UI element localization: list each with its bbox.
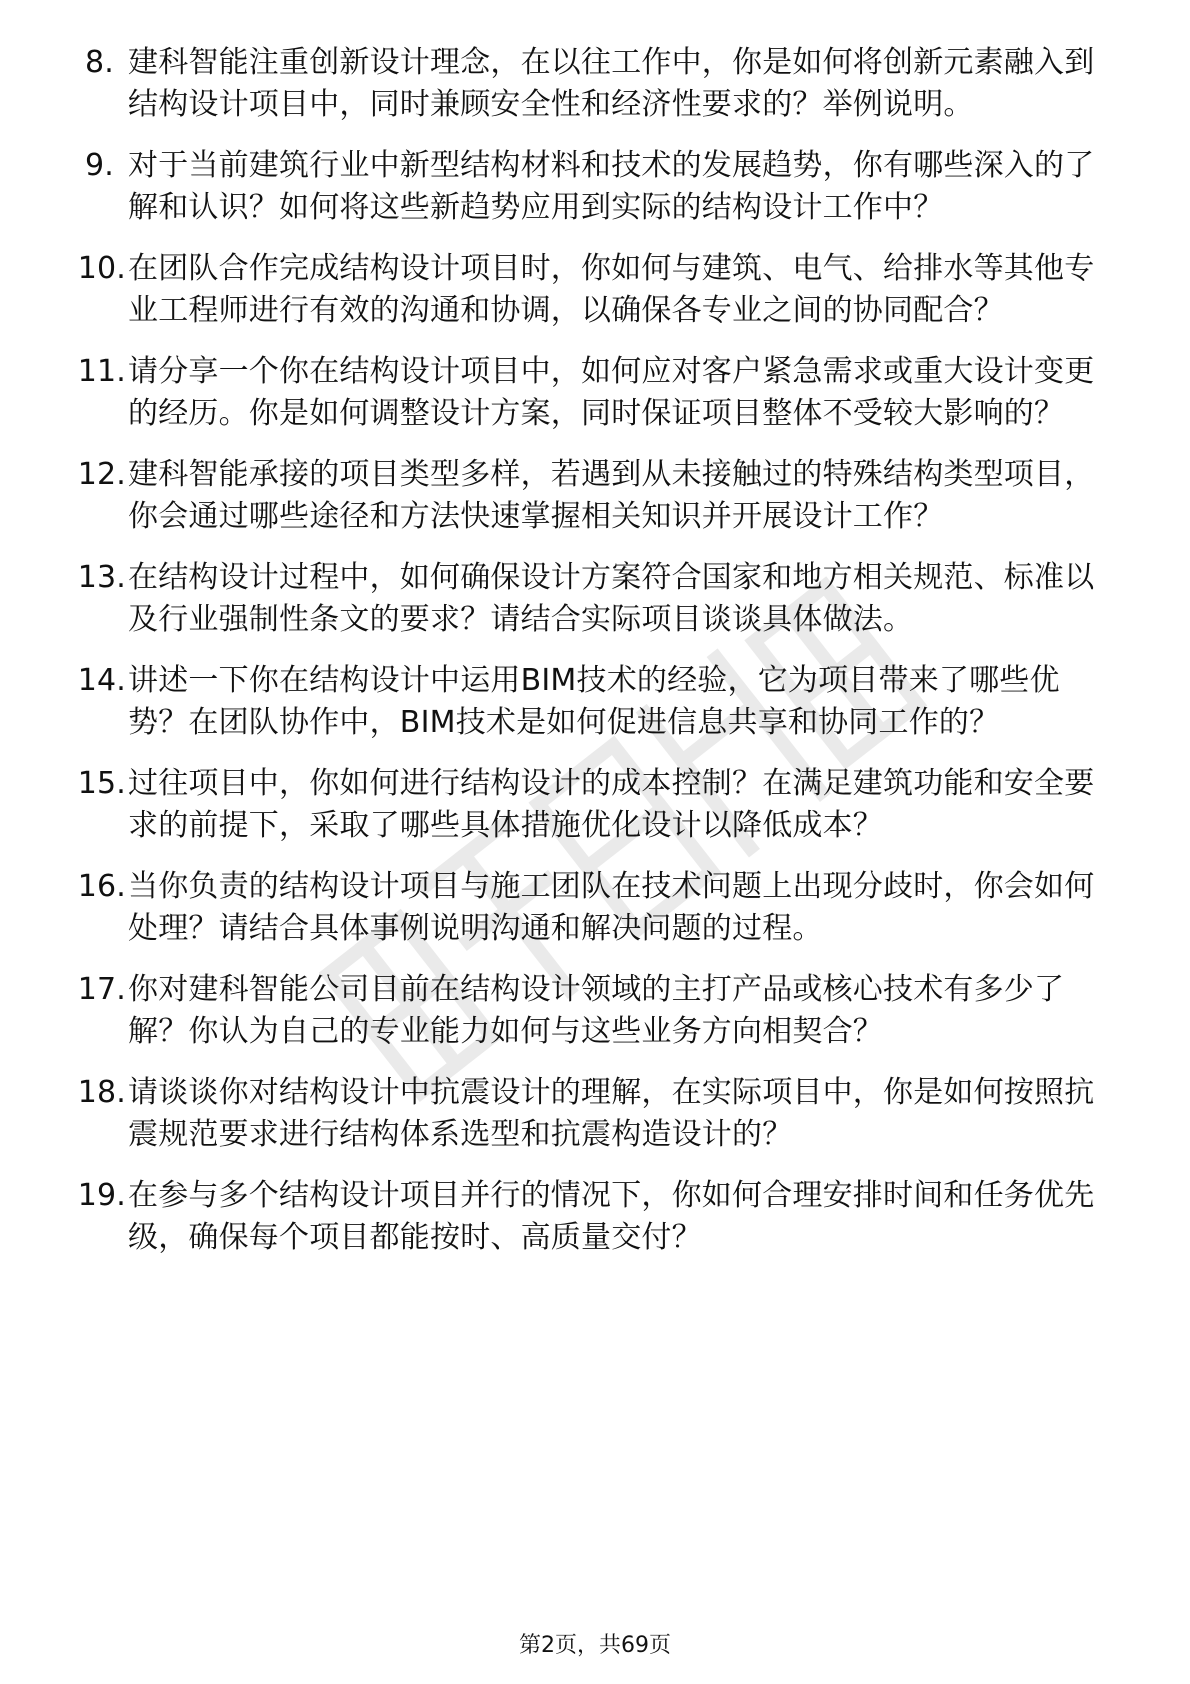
question-item <box>70 248 1120 332</box>
question-item <box>70 351 1120 435</box>
question-text: 讲述一下你在结构设计中运用BIM技术的经验，它为项目带来了哪些优势？在团队协作中，BIM技术是如何促进信息共享和协同工作的？ <box>128 663 1060 740</box>
question-number: 17. <box>77 972 126 1007</box>
question-text: 在结构设计过程中，如何确保设计方案符合国家和地方相关规范、标准以及行业强制性条文的要求？请结合实际项目谈谈具体做法。 <box>128 560 1095 637</box>
question-text: 当你负责的结构设计项目与施工团队在技术问题上出现分歧时，你会如何处理？请结合具体事例说明沟通和解决问题的过程。 <box>128 869 1095 946</box>
question-item <box>70 763 1120 847</box>
question-item <box>70 866 1120 950</box>
question-list <box>70 42 1120 1278</box>
question-number: 10. <box>77 251 126 286</box>
question-text: 过往项目中，你如何进行结构设计的成本控制？在满足建筑功能和安全要求的前提下，采取了哪些具体措施优化设计以降低成本？ <box>128 766 1095 843</box>
question-text: 请分享一个你在结构设计项目中，如何应对客户紧急需求或重大设计变更的经历。你是如何调整设计方案，同时保证项目整体不受较大影响的？ <box>128 354 1095 431</box>
page-footer <box>0 1632 1190 1660</box>
question-item <box>70 42 1120 126</box>
question-text: 请谈谈你对结构设计中抗震设计的理解，在实际项目中，你是如何按照抗震规范要求进行结构体系选型和抗震构造设计的？ <box>128 1075 1095 1152</box>
question-number: 11. <box>77 354 126 389</box>
question-item <box>70 454 1120 538</box>
question-item <box>70 145 1120 229</box>
question-number: 13. <box>77 560 126 595</box>
question-number: 16. <box>77 869 126 904</box>
question-text: 在团队合作完成结构设计项目时，你如何与建筑、电气、给排水等其他专业工程师进行有效的沟通和协调，以确保各专业之间的协同配合？ <box>128 251 1095 328</box>
question-text: 你对建科智能公司目前在结构设计领域的主打产品或核心技术有多少了解？你认为自己的专业能力如何与这些业务方向相契合？ <box>128 972 1065 1049</box>
question-number: 14. <box>77 663 126 698</box>
question-item <box>70 660 1120 744</box>
question-text: 对于当前建筑行业中新型结构材料和技术的发展趋势，你有哪些深入的了解和认识？如何将这些新趋势应用到实际的结构设计工作中？ <box>128 148 1095 225</box>
question-number: 12. <box>77 457 126 492</box>
question-text: 在参与多个结构设计项目并行的情况下，你如何合理安排时间和任务优先级，确保每个项目都能按时、高质量交付？ <box>128 1178 1095 1255</box>
question-number: 9. <box>84 148 114 183</box>
page-indicator: 第2页，共69页 <box>519 1633 671 1658</box>
question-item <box>70 557 1120 641</box>
question-number: 8. <box>84 45 114 80</box>
question-text: 建科智能承接的项目类型多样，若遇到从未接触过的特殊结构类型项目，你会通过哪些途径和方法快速掌握相关知识并开展设计工作？ <box>128 457 1095 534</box>
question-number: 18. <box>77 1075 126 1110</box>
question-number: 15. <box>77 766 126 801</box>
question-number: 19. <box>77 1178 126 1213</box>
question-item <box>70 1072 1120 1156</box>
question-item <box>70 969 1120 1053</box>
question-text: 建科智能注重创新设计理念，在以往工作中，你是如何将创新元素融入到结构设计项目中，同时兼顾安全性和经济性要求的？举例说明。 <box>128 45 1095 122</box>
question-item <box>70 1175 1120 1259</box>
